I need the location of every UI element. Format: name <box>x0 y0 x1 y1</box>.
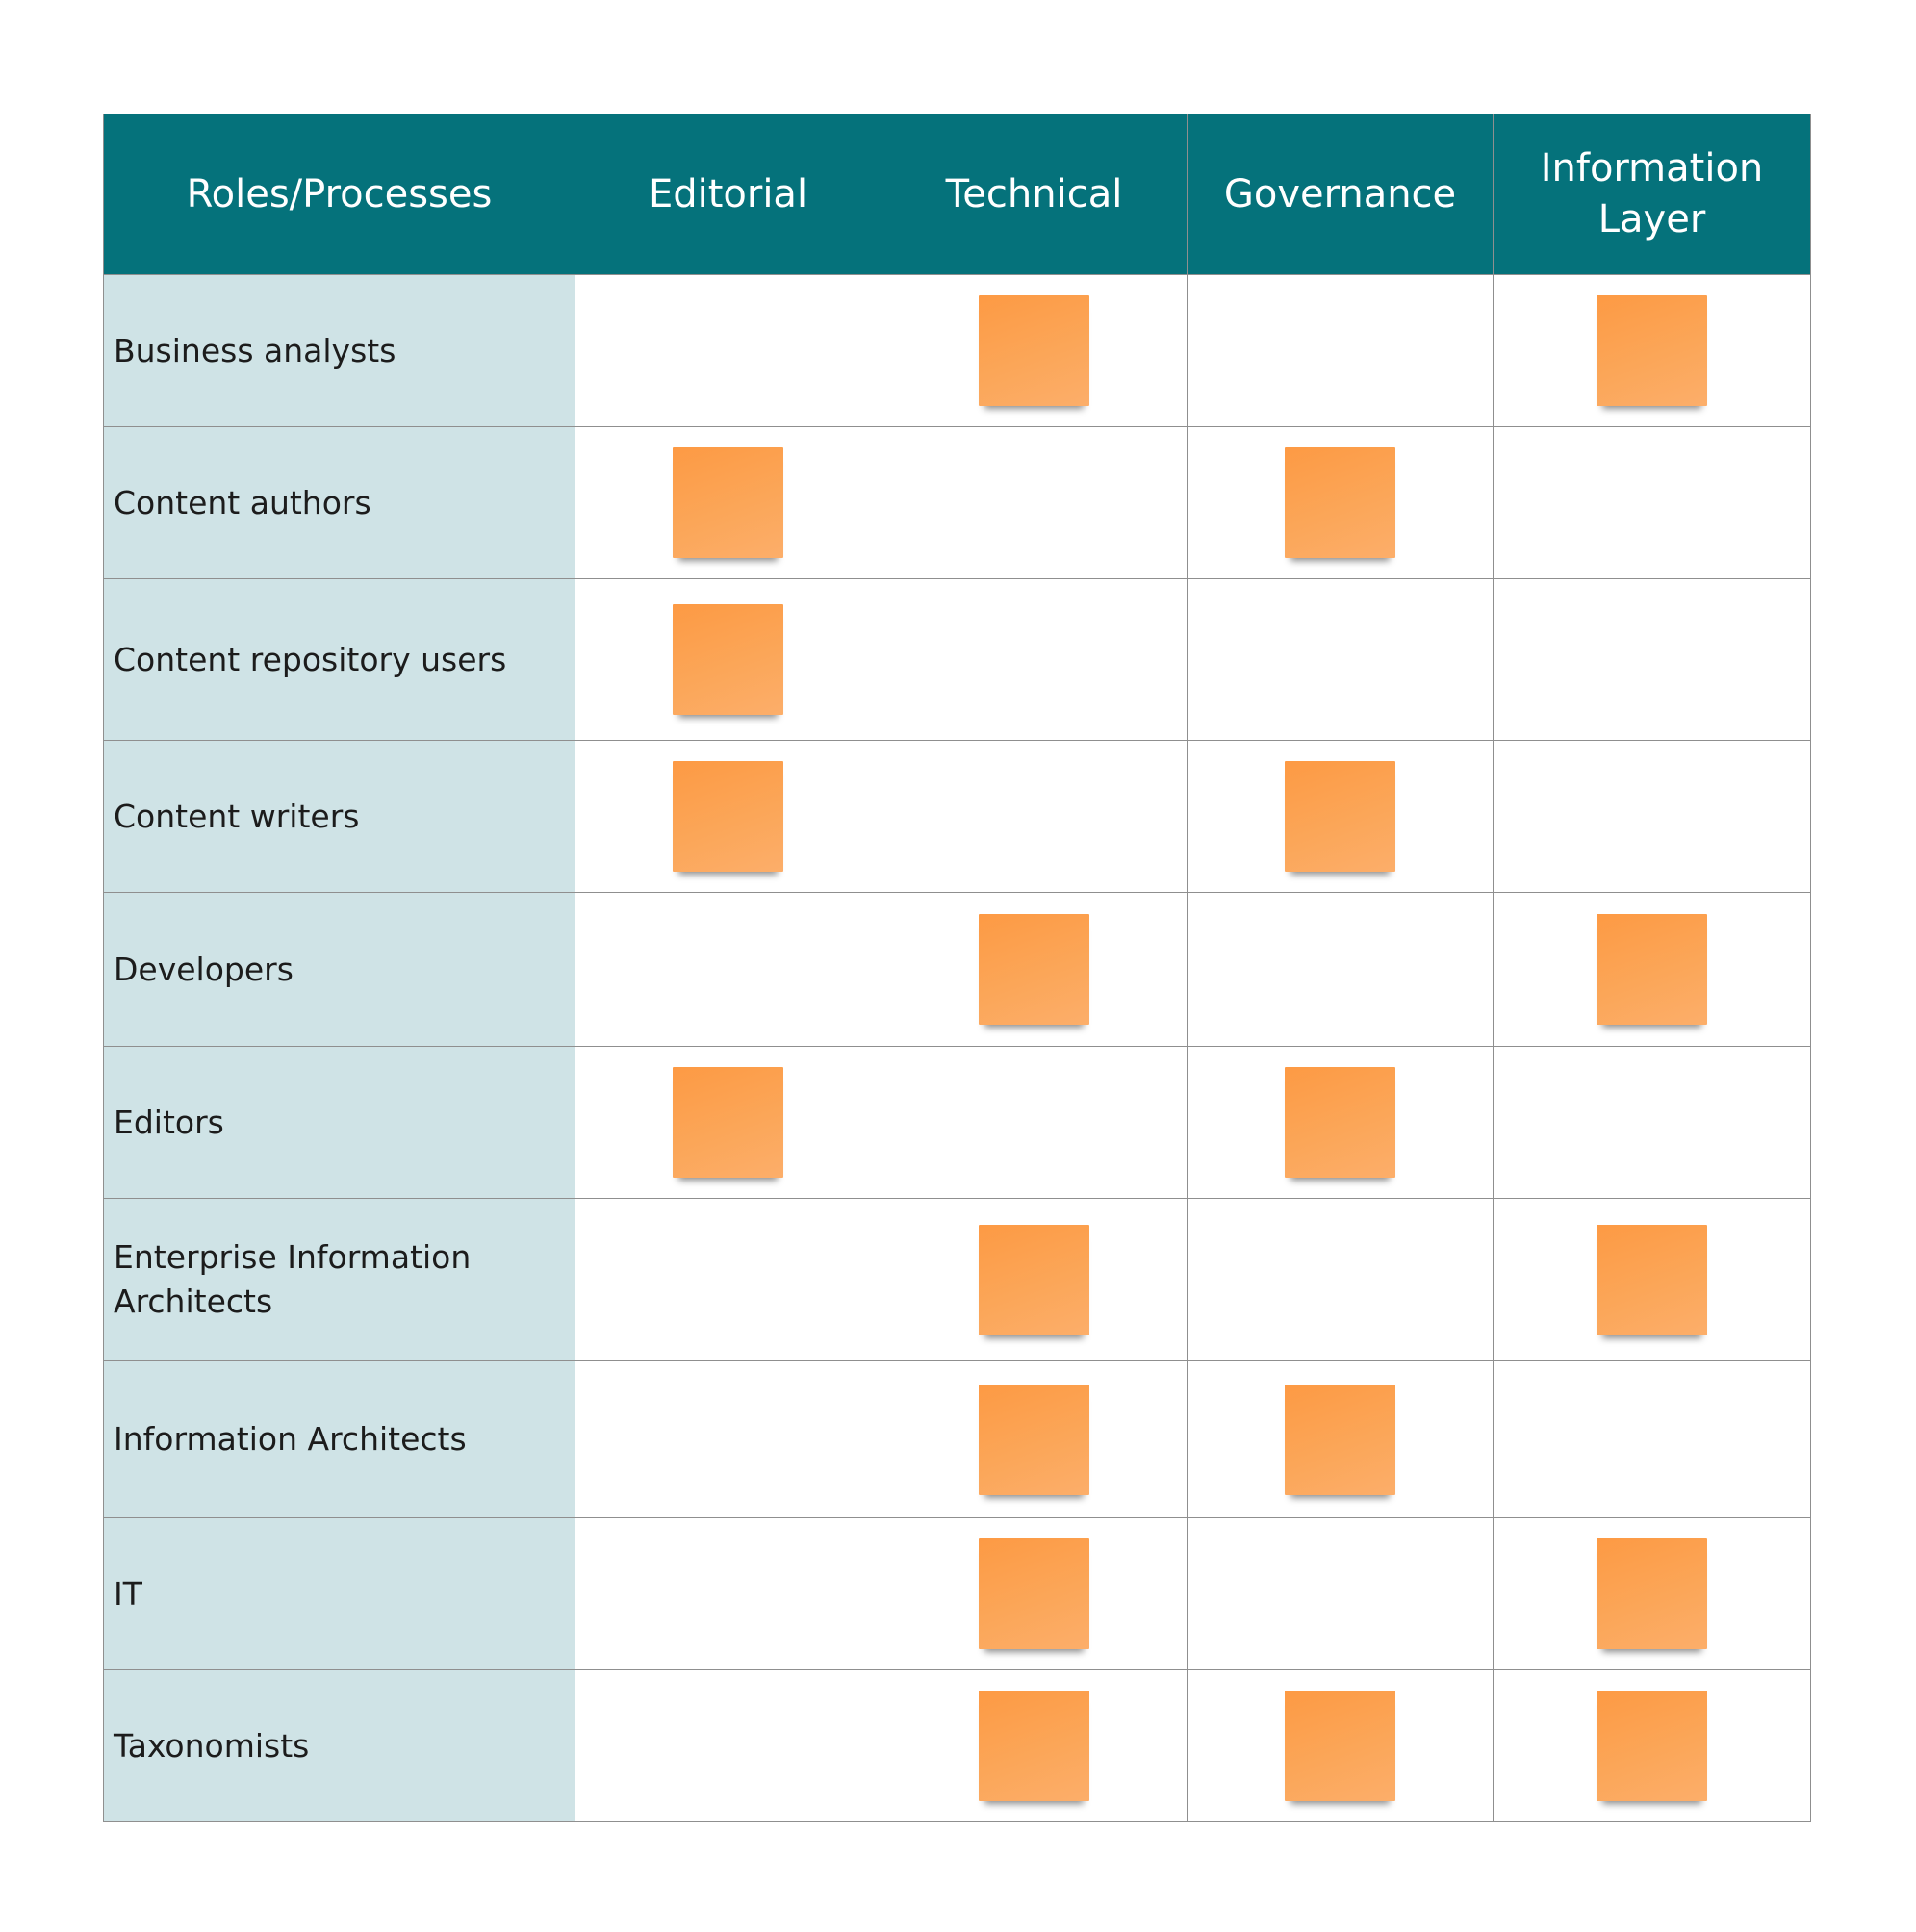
sticky-note <box>1597 1690 1707 1801</box>
table-row <box>104 741 1811 893</box>
sticky-note <box>673 604 783 715</box>
role-label: Enterprise Information Architects <box>104 1199 575 1361</box>
sticky-note <box>673 1067 783 1178</box>
sticky-note <box>1285 447 1395 558</box>
role-label: Developers <box>104 893 575 1047</box>
matrix-cell <box>1188 1361 1494 1518</box>
matrix-cell <box>575 893 881 1047</box>
matrix-cell <box>1494 741 1811 893</box>
matrix-cell <box>881 275 1188 427</box>
matrix-cell <box>881 741 1188 893</box>
table-row <box>104 1670 1811 1822</box>
role-label: Content repository users <box>104 579 575 741</box>
matrix-cell <box>1494 427 1811 579</box>
matrix-cell <box>575 1199 881 1361</box>
table-row <box>104 1047 1811 1199</box>
matrix-cell <box>1188 579 1494 741</box>
matrix-cell <box>881 427 1188 579</box>
header-row <box>104 114 1811 275</box>
sticky-note <box>979 1225 1089 1335</box>
table-row <box>104 1361 1811 1518</box>
sticky-note <box>1285 761 1395 872</box>
role-label: Content writers <box>104 741 575 893</box>
matrix-cell <box>1188 893 1494 1047</box>
matrix-cell <box>575 1047 881 1199</box>
sticky-note <box>979 1385 1089 1495</box>
table-row <box>104 427 1811 579</box>
matrix-cell <box>1188 1518 1494 1670</box>
matrix-cell <box>575 741 881 893</box>
matrix-cell <box>575 427 881 579</box>
matrix-cell <box>1188 741 1494 893</box>
roles-process-matrix <box>103 114 1811 1822</box>
table-row <box>104 893 1811 1047</box>
matrix-cell <box>1494 275 1811 427</box>
sticky-note <box>1285 1385 1395 1495</box>
sticky-note <box>1597 1225 1707 1335</box>
matrix-cell <box>1494 1670 1811 1822</box>
matrix-cell <box>881 1518 1188 1670</box>
table-row <box>104 275 1811 427</box>
matrix-cell <box>1494 1199 1811 1361</box>
sticky-note <box>979 914 1089 1025</box>
sticky-note <box>1597 914 1707 1025</box>
role-label: Business analysts <box>104 275 575 427</box>
matrix-cell <box>575 275 881 427</box>
role-label: Editors <box>104 1047 575 1199</box>
sticky-note <box>1597 295 1707 406</box>
matrix-cell <box>881 579 1188 741</box>
column-header-roles: Roles/Processes <box>104 114 575 275</box>
column-header-technical: Technical <box>881 114 1188 275</box>
matrix-cell <box>881 1670 1188 1822</box>
sticky-note <box>673 761 783 872</box>
sticky-note <box>979 1690 1089 1801</box>
sticky-note <box>673 447 783 558</box>
role-label: IT <box>104 1518 575 1670</box>
matrix-cell <box>1494 579 1811 741</box>
column-header-governance: Governance <box>1188 114 1494 275</box>
table-row <box>104 579 1811 741</box>
matrix-cell <box>881 893 1188 1047</box>
table-row <box>104 1518 1811 1670</box>
matrix-cell <box>1494 1361 1811 1518</box>
matrix-cell <box>575 1518 881 1670</box>
matrix-cell <box>1188 1047 1494 1199</box>
matrix-cell <box>1494 1047 1811 1199</box>
sticky-note <box>1285 1690 1395 1801</box>
role-label: Content authors <box>104 427 575 579</box>
matrix-cell <box>575 1670 881 1822</box>
column-header-information-layer: Information Layer <box>1494 114 1811 275</box>
sticky-note <box>1285 1067 1395 1178</box>
sticky-note <box>1597 1538 1707 1649</box>
sticky-note <box>979 295 1089 406</box>
column-header-editorial: Editorial <box>575 114 881 275</box>
matrix-cell <box>575 579 881 741</box>
matrix-cell <box>1188 1670 1494 1822</box>
role-label: Information Architects <box>104 1361 575 1518</box>
matrix-cell <box>575 1361 881 1518</box>
matrix-cell <box>1188 275 1494 427</box>
sticky-note <box>979 1538 1089 1649</box>
role-label: Taxonomists <box>104 1670 575 1822</box>
matrix-cell <box>1494 893 1811 1047</box>
matrix-cell <box>881 1361 1188 1518</box>
matrix-cell <box>1494 1518 1811 1670</box>
matrix-cell <box>1188 1199 1494 1361</box>
table-row <box>104 1199 1811 1361</box>
matrix-cell <box>881 1199 1188 1361</box>
matrix-cell <box>881 1047 1188 1199</box>
matrix-cell <box>1188 427 1494 579</box>
